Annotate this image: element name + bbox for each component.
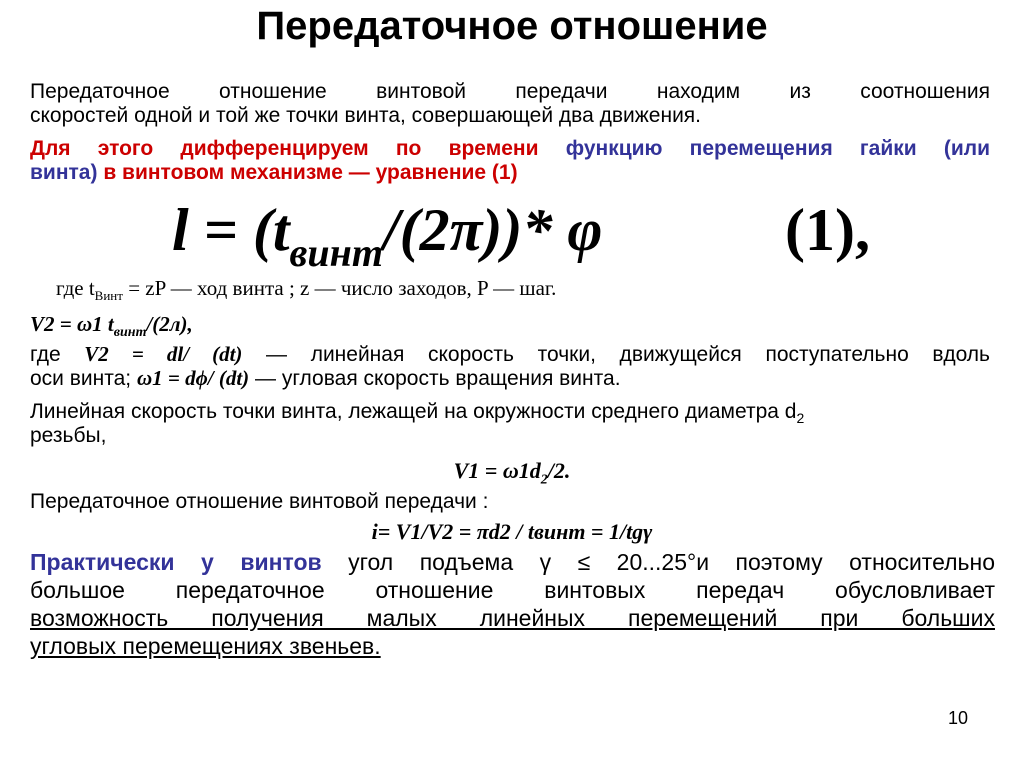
intro-line-1: Передаточное отношение винтовой передачи находим из соотношения xyxy=(30,80,990,103)
method-red-text-2: в винтовом механизме — уравнение (1) xyxy=(103,161,518,184)
intro-line-2: скоростей одной и той же точки винта, совершающей два движения. xyxy=(30,104,702,127)
method-line-2 xyxy=(30,161,990,184)
conclusion-line-2: большое передаточное отношение винтовых передач обусловливает xyxy=(30,577,995,603)
where-definition-1: где $t_{Винт}$ = zP — ход винта ; z — число заходов, P — шаг. xyxy=(56,276,557,304)
page-number: 10 xyxy=(947,708,968,728)
v2-formula: V2 = ω1 $t_{винт}/(2л)$, xyxy=(30,312,193,341)
method-blue-text-2: винта) xyxy=(30,161,98,184)
ratio-formula: i= V1/V2 = πd2 / tвинт = 1/tgγ xyxy=(371,519,653,544)
where-definition-2-line-1: где V2 = dl/ (dt) — линейная скорость точки, движущейся поступательно вдоль xyxy=(30,342,990,366)
where-definition-2-line-2: оси винта; ω1 = dϕ/ (dt) — угловая скорость вращения винта. xyxy=(30,366,621,390)
conclusion-line-3: возможность получения малых линейных перемещений при больших xyxy=(30,605,995,631)
linear-speed-line-2: резьбы, xyxy=(30,424,107,447)
slide-title: Передаточное отношение xyxy=(256,4,768,48)
v1-formula: $V1 = \omega 1d_2/2$. xyxy=(453,458,571,488)
conclusion-line-4: угловых перемещениях звеньев. xyxy=(30,633,381,659)
conclusion-line-1: Практически у винтов угол подъема γ ≤ 20...25°и поэтому относительно xyxy=(30,549,995,575)
linear-speed-line-1: Линейная скорость точки винта, лежащей на окружности среднего диаметра $d_2$ xyxy=(30,400,805,427)
method-red-text: Для этого дифференцируем по времени xyxy=(30,137,539,160)
equation-expression: $l = (t_{винт}/(2\pi))*$ φ xyxy=(172,197,603,275)
method-line-1 xyxy=(30,137,990,160)
conclusion-paragraph xyxy=(30,548,995,660)
equation-number: (1), xyxy=(785,197,870,263)
ratio-label: Передаточное отношение винтовой передачи : xyxy=(30,490,489,513)
method-blue-text: функцию перемещения гайки (или xyxy=(565,137,990,160)
main-equation xyxy=(0,196,1024,276)
